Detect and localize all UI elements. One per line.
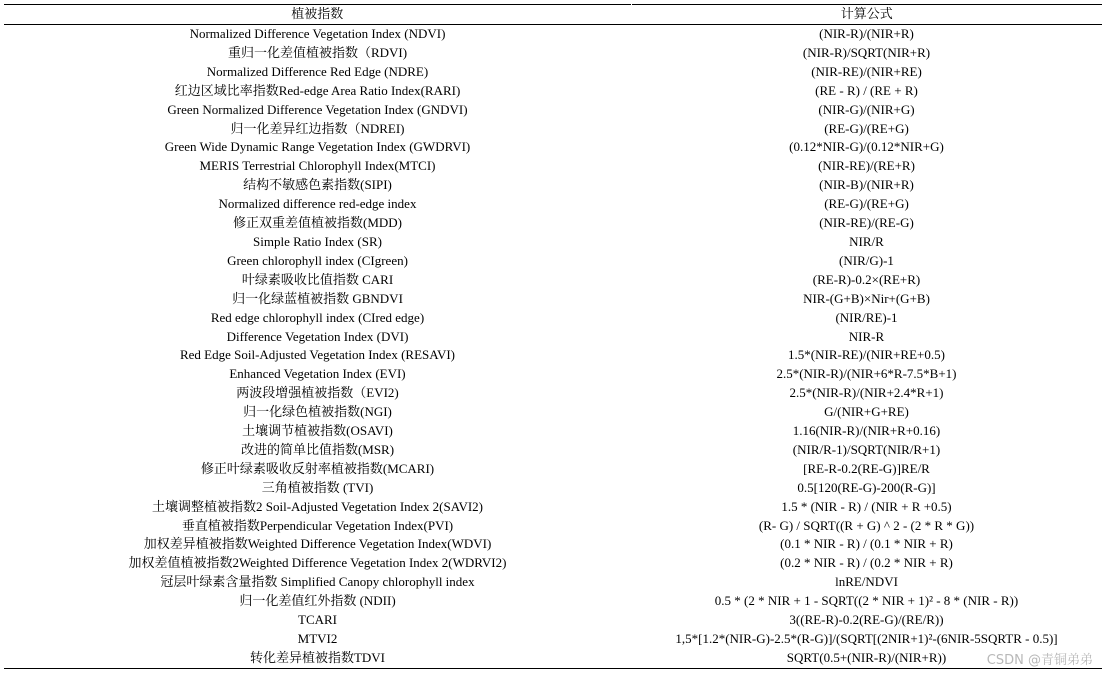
formula-cell: 1,5*[1.2*(NIR-G)-2.5*(R-G)]/(SQRT[(2NIR+1)²-(6NIR-5SQRTR - 0.5)] bbox=[675, 631, 1058, 646]
table-row bbox=[4, 592, 1102, 611]
formula-cell: (NIR-B)/(NIR+R) bbox=[819, 177, 914, 193]
formula-cell: 2.5*(NIR-R)/(NIR+6*R-7.5*B+1) bbox=[776, 366, 957, 382]
table-row bbox=[4, 63, 1102, 82]
formula-cell: (RE - R) / (RE + R) bbox=[815, 82, 918, 98]
formula-cell: 3((RE-R)-0.2(RE-G)/(RE/R)) bbox=[789, 612, 944, 628]
document-page bbox=[4, 4, 1102, 669]
formula-cell: (NIR-RE)/(NIR+RE) bbox=[811, 63, 922, 79]
formula-cell: NIR/R bbox=[849, 233, 884, 249]
table-row bbox=[4, 611, 1102, 630]
table-row bbox=[4, 157, 1102, 176]
index-name-cell: Normalized difference red-edge index bbox=[218, 196, 417, 212]
header-vegetation-index: 植被指数 bbox=[4, 5, 631, 25]
formula-cell: (NIR/G)-1 bbox=[839, 252, 894, 268]
index-name-cell: 叶绿素吸收比值指数 CARI bbox=[241, 271, 394, 287]
index-name-cell: 重归一化差值植被指数（RDVI) bbox=[227, 44, 408, 60]
index-name-cell: Normalized Difference Vegetation Index (NDVI) bbox=[189, 26, 446, 41]
formula-cell: (NIR/R-1)/SQRT(NIR/R+1) bbox=[792, 441, 941, 457]
formula-cell: 1.16(NIR-R)/(NIR+R+0.16) bbox=[792, 423, 941, 439]
index-name-cell: 三角植被指数 (TVI) bbox=[261, 479, 374, 495]
formula-cell: (NIR-R)/SQRT(NIR+R) bbox=[802, 44, 931, 60]
formula-cell: (NIR/RE)-1 bbox=[835, 309, 898, 325]
table-row bbox=[4, 214, 1102, 233]
table-row bbox=[4, 195, 1102, 214]
index-name-cell: 垂直植被指数Perpendicular Vegetation Index(PVI) bbox=[181, 517, 454, 533]
table-header-row bbox=[4, 5, 1102, 25]
index-name-cell: 冠层叶绿素含量指数 Simplified Canopy chlorophyll index bbox=[160, 574, 475, 590]
table-row bbox=[4, 649, 1102, 668]
formula-cell: (NIR-R)/(NIR+R) bbox=[819, 26, 914, 41]
table-row bbox=[4, 630, 1102, 649]
index-name-cell: 土壤调节植被指数(OSAVI) bbox=[242, 423, 393, 439]
table-row bbox=[4, 498, 1102, 517]
index-name-cell: 归一化差值红外指数 (NDII) bbox=[239, 593, 396, 609]
table-row bbox=[4, 290, 1102, 309]
formula-cell: (RE-G)/(RE+G) bbox=[824, 196, 909, 212]
formula-cell: NIR-R bbox=[848, 328, 885, 344]
index-name-cell: 转化差异植被指数TDVI bbox=[4, 649, 631, 668]
vegetation-index-table bbox=[4, 4, 1102, 669]
index-name-cell: Difference Vegetation Index (DVI) bbox=[226, 328, 409, 344]
index-name-cell: MTVI2 bbox=[297, 631, 338, 646]
table-row bbox=[4, 460, 1102, 479]
table-row bbox=[4, 365, 1102, 384]
formula-cell: NIR-(G+B)×Nir+(G+B) bbox=[803, 290, 930, 306]
formula-cell: (NIR-G)/(NIR+G) bbox=[818, 101, 915, 117]
index-name-cell: 结构不敏感色素指数(SIPI) bbox=[243, 177, 392, 193]
formula-cell: (RE-G)/(RE+G) bbox=[824, 120, 909, 136]
formula-cell: G/(NIR+G+RE) bbox=[824, 404, 909, 420]
formula-cell: (NIR-RE)/(RE-G) bbox=[819, 215, 914, 231]
header-formula: 计算公式 bbox=[631, 5, 1102, 25]
table-row bbox=[4, 120, 1102, 139]
index-name-cell: 修正双重差值植被指数(MDD) bbox=[233, 215, 402, 231]
index-name-cell: MERIS Terrestrial Chlorophyll Index(MTCI) bbox=[199, 158, 436, 174]
table-row bbox=[4, 573, 1102, 592]
formula-cell: (RE-R)-0.2×(RE+R) bbox=[812, 271, 921, 287]
formula-cell: lnRE/NDVI bbox=[835, 574, 898, 590]
formula-cell: (0.2 * NIR - R) / (0.2 * NIR + R) bbox=[780, 555, 953, 571]
index-name-cell: Red Edge Soil-Adjusted Vegetation Index (RESAVI) bbox=[179, 347, 455, 363]
index-name-cell: 归一化绿色植被指数(NGI) bbox=[243, 404, 392, 420]
table-row bbox=[4, 176, 1102, 195]
index-name-cell: Normalized Difference Red Edge (NDRE) bbox=[206, 63, 429, 79]
table-row bbox=[4, 554, 1102, 573]
index-name-cell: TCARI bbox=[298, 612, 337, 628]
table-body bbox=[4, 25, 1102, 669]
table-row bbox=[4, 328, 1102, 347]
index-name-cell: 归一化绿蓝植被指数 GBNDVI bbox=[232, 290, 403, 306]
table-row bbox=[4, 517, 1102, 536]
table-row bbox=[4, 422, 1102, 441]
formula-cell: 0.5[120(RE-G)-200(R-G)] bbox=[797, 479, 936, 495]
index-name-cell: 改进的简单比值指数(MSR) bbox=[240, 441, 395, 457]
index-name-cell: Simple Ratio Index (SR) bbox=[253, 233, 382, 249]
table-row bbox=[4, 82, 1102, 101]
index-name-cell: 红边区域比率指数Red-edge Area Ratio Index(RARI) bbox=[174, 82, 461, 98]
table-row bbox=[4, 441, 1102, 460]
index-name-cell: 土壤调整植被指数2 Soil-Adjusted Vegetation Index 2(SAVI2) bbox=[152, 498, 483, 514]
table-row bbox=[4, 233, 1102, 252]
formula-cell: (NIR-RE)/(RE+R) bbox=[818, 158, 915, 174]
index-name-cell: 两波段增强植被指数（EVI2) bbox=[236, 385, 399, 401]
formula-cell: (0.1 * NIR - R) / (0.1 * NIR + R) bbox=[780, 536, 953, 552]
formula-cell: 0.5 * (2 * NIR + 1 - SQRT((2 * NIR + 1)² - 8 * (NIR - R)) bbox=[714, 593, 1019, 609]
formula-cell: (R- G) / SQRT((R + G) ^ 2 - (2 * R * G)) bbox=[758, 517, 975, 533]
formula-cell: [RE-R-0.2(RE-G)]RE/R bbox=[803, 460, 930, 476]
formula-cell: 1.5 * (NIR - R) / (NIR + R +0.5) bbox=[781, 498, 952, 514]
table-row bbox=[4, 479, 1102, 498]
table-row bbox=[4, 346, 1102, 365]
table-row bbox=[4, 138, 1102, 157]
index-name-cell: 加权差值植被指数2Weighted Difference Vegetation Index 2(WDRVI2) bbox=[128, 555, 507, 571]
table-row bbox=[4, 535, 1102, 554]
table-row bbox=[4, 403, 1102, 422]
index-name-cell: 修正叶绿素吸收反射率植被指数(MCARI) bbox=[200, 460, 435, 476]
formula-cell: (0.12*NIR-G)/(0.12*NIR+G) bbox=[789, 139, 944, 155]
formula-cell: 2.5*(NIR-R)/(NIR+2.4*R+1) bbox=[789, 385, 944, 401]
table-row bbox=[4, 252, 1102, 271]
index-name-cell: Green Normalized Difference Vegetation Index (GNDVI) bbox=[167, 101, 468, 117]
table-row bbox=[4, 309, 1102, 328]
index-name-cell: 加权差异植被指数Weighted Difference Vegetation Index(WDVI) bbox=[143, 536, 492, 552]
index-name-cell: 归一化差异红边指数（NDREI) bbox=[230, 120, 405, 136]
index-name-cell: Red edge chlorophyll index (CIred edge) bbox=[210, 309, 425, 325]
table-row bbox=[4, 271, 1102, 290]
table-row bbox=[4, 384, 1102, 403]
index-name-cell: Enhanced Vegetation Index (EVI) bbox=[229, 366, 406, 382]
index-name-cell: Green Wide Dynamic Range Vegetation Index (GWDRVI) bbox=[164, 139, 471, 155]
formula-cell: SQRT(0.5+(NIR-R)/(NIR+R)) bbox=[631, 649, 1102, 668]
table-row bbox=[4, 101, 1102, 120]
table-row bbox=[4, 25, 1102, 44]
formula-cell: 1.5*(NIR-RE)/(NIR+RE+0.5) bbox=[788, 347, 945, 363]
watermark: CSDN @青铜弟弟 bbox=[987, 649, 1093, 668]
table-row bbox=[4, 44, 1102, 63]
index-name-cell: Green chlorophyll index (CIgreen) bbox=[227, 252, 408, 268]
